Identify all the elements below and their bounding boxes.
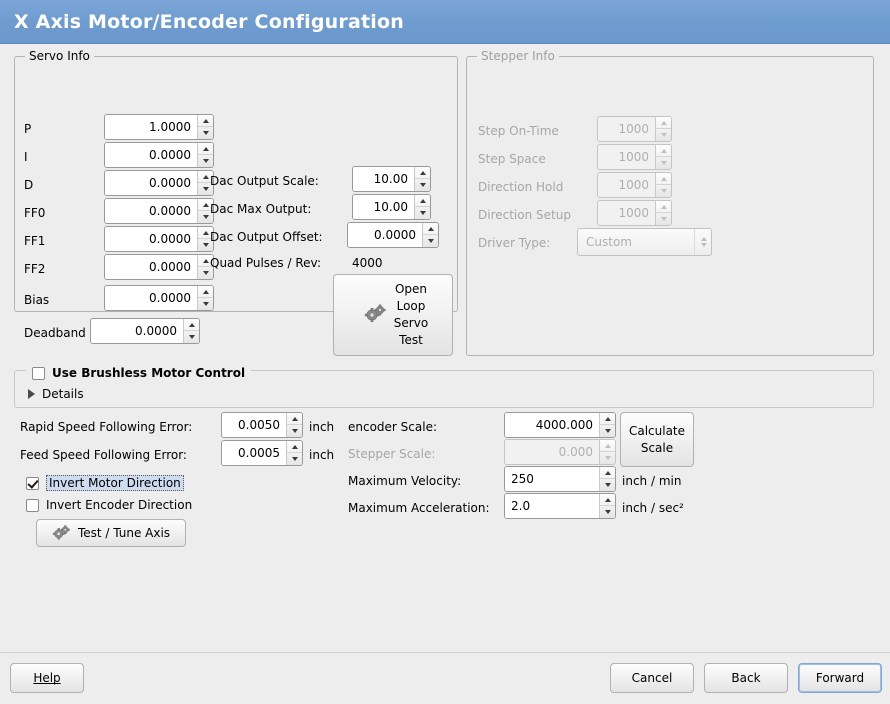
label-bias: Bias bbox=[24, 293, 50, 307]
label-ff0: FF0 bbox=[24, 206, 46, 220]
spin-p-down[interactable] bbox=[198, 127, 213, 139]
spin-direction-hold bbox=[597, 172, 672, 198]
spin-step-space bbox=[597, 144, 672, 170]
label-maximum-acceleration: Maximum Acceleration: bbox=[348, 501, 490, 515]
details-expander[interactable] bbox=[28, 387, 84, 401]
spin-direction-hold-down bbox=[656, 185, 671, 197]
stepper-info-legend: Stepper Info bbox=[477, 49, 559, 63]
spin-stepper-scale-buttons bbox=[599, 440, 615, 464]
spin-bias[interactable] bbox=[104, 285, 214, 311]
back-button-label: Back bbox=[731, 671, 761, 685]
spin-maximum-velocity-buttons[interactable] bbox=[599, 467, 615, 491]
spin-step-on-time-buttons bbox=[655, 117, 671, 141]
spin-dac-output-offset-value[interactable]: 0.0000 bbox=[348, 223, 422, 247]
driver-type-value: Custom bbox=[586, 235, 632, 249]
unit-maximum-velocity: inch / min bbox=[622, 474, 682, 488]
spin-feed-following-error-buttons[interactable] bbox=[286, 441, 302, 465]
unit-maximum-acceleration: inch / sec² bbox=[622, 501, 684, 515]
spin-dac-output-offset-buttons[interactable] bbox=[422, 223, 438, 247]
label-direction-hold: Direction Hold bbox=[478, 180, 564, 194]
spin-stepper-scale-value: 0.000 bbox=[505, 440, 599, 464]
back-button[interactable] bbox=[704, 663, 788, 693]
spin-dac-output-scale-value[interactable]: 10.00 bbox=[353, 167, 414, 191]
details-label: Details bbox=[42, 387, 84, 401]
label-i: I bbox=[24, 150, 28, 164]
spin-bias-down[interactable] bbox=[198, 298, 213, 310]
spin-dac-max-output-down[interactable] bbox=[415, 207, 430, 219]
label-dac-output-scale: Dac Output Scale: bbox=[210, 174, 319, 188]
spin-step-space-down bbox=[656, 157, 671, 169]
spin-encoder-scale[interactable] bbox=[504, 412, 616, 438]
spin-maximum-acceleration-value[interactable]: 2.0 bbox=[505, 494, 599, 518]
label-quad-pulses: Quad Pulses / Rev: bbox=[210, 256, 322, 270]
spin-dac-output-scale-up[interactable] bbox=[415, 167, 430, 179]
spin-ff2-value[interactable]: 0.0000 bbox=[105, 255, 197, 279]
spin-dac-output-offset-up[interactable] bbox=[423, 223, 438, 235]
spin-p[interactable] bbox=[104, 114, 214, 140]
spin-maximum-velocity-up[interactable] bbox=[600, 467, 615, 479]
spin-p-buttons[interactable] bbox=[197, 115, 213, 139]
spin-maximum-velocity-value[interactable]: 250 bbox=[505, 467, 599, 491]
label-feed-following-error: Feed Speed Following Error: bbox=[20, 448, 187, 462]
label-dac-output-offset: Dac Output Offset: bbox=[210, 230, 323, 244]
help-button-label: Help bbox=[33, 671, 61, 685]
spin-maximum-velocity[interactable] bbox=[504, 466, 616, 492]
spin-step-on-time-value: 1000 bbox=[598, 117, 655, 141]
spin-stepper-scale-up bbox=[600, 440, 615, 452]
spin-rapid-following-error-down[interactable] bbox=[287, 425, 302, 437]
driver-type-combo bbox=[577, 228, 712, 256]
invert-encoder-direction-checkbox[interactable] bbox=[26, 499, 39, 512]
spin-encoder-scale-up[interactable] bbox=[600, 413, 615, 425]
spin-i-value[interactable]: 0.0000 bbox=[105, 143, 197, 167]
spin-bias-up[interactable] bbox=[198, 286, 213, 298]
invert-motor-direction-label: Invert Motor Direction bbox=[46, 475, 184, 491]
cancel-button-label: Cancel bbox=[631, 671, 673, 685]
spin-dac-output-scale[interactable] bbox=[352, 166, 431, 192]
open-loop-line-4: Test bbox=[399, 333, 423, 347]
calculate-scale-line-2: Scale bbox=[640, 440, 674, 455]
spin-bias-value[interactable]: 0.0000 bbox=[105, 286, 197, 310]
unit-rapid-following-error: inch bbox=[309, 420, 335, 434]
calculate-scale-button[interactable] bbox=[620, 412, 694, 467]
spin-direction-setup-down bbox=[656, 213, 671, 225]
spin-dac-output-offset-down[interactable] bbox=[423, 235, 438, 247]
spin-p-value[interactable]: 1.0000 bbox=[105, 115, 197, 139]
spin-maximum-velocity-down[interactable] bbox=[600, 479, 615, 491]
spin-feed-following-error-value[interactable]: 0.0005 bbox=[222, 441, 286, 465]
spin-direction-hold-up bbox=[656, 173, 671, 185]
spin-step-on-time-up bbox=[656, 117, 671, 129]
spin-encoder-scale-value[interactable]: 4000.000 bbox=[505, 413, 599, 437]
invert-motor-direction-checkbox[interactable] bbox=[26, 477, 39, 490]
open-loop-servo-test-button[interactable] bbox=[333, 274, 453, 356]
spin-i-buttons[interactable] bbox=[197, 143, 213, 167]
chevron-updown-icon bbox=[694, 229, 707, 255]
spin-maximum-acceleration-up[interactable] bbox=[600, 494, 615, 506]
cancel-button[interactable] bbox=[610, 663, 694, 693]
spin-ff0-value[interactable]: 0.0000 bbox=[105, 199, 197, 223]
spin-i-up[interactable] bbox=[198, 143, 213, 155]
dialog-body bbox=[0, 44, 890, 652]
gears-icon-small bbox=[52, 524, 72, 542]
value-quad-pulses: 4000 bbox=[352, 256, 383, 270]
label-d: D bbox=[24, 178, 34, 192]
spin-i[interactable] bbox=[104, 142, 214, 168]
spin-rapid-following-error-buttons[interactable] bbox=[286, 413, 302, 437]
spin-dac-max-output-up[interactable] bbox=[415, 195, 430, 207]
spin-dac-max-output-buttons[interactable] bbox=[414, 195, 430, 219]
spin-step-space-up bbox=[656, 145, 671, 157]
open-loop-line-2: Loop bbox=[396, 299, 426, 313]
label-maximum-velocity: Maximum Velocity: bbox=[348, 474, 462, 488]
spin-feed-following-error-up[interactable] bbox=[287, 441, 302, 453]
spin-bias-buttons[interactable] bbox=[197, 286, 213, 310]
use-brushless-checkbox[interactable] bbox=[32, 367, 45, 380]
label-deadband: Deadband bbox=[24, 326, 86, 340]
spin-rapid-following-error-up[interactable] bbox=[287, 413, 302, 425]
forward-button[interactable] bbox=[798, 663, 882, 693]
label-step-space: Step Space bbox=[478, 152, 546, 166]
label-rapid-following-error: Rapid Speed Following Error: bbox=[20, 420, 193, 434]
spin-deadband-down[interactable] bbox=[184, 331, 199, 343]
spin-ff1-value[interactable]: 0.0000 bbox=[105, 227, 197, 251]
spin-feed-following-error-down[interactable] bbox=[287, 453, 302, 465]
spin-stepper-scale-down bbox=[600, 452, 615, 464]
spin-d[interactable] bbox=[104, 170, 214, 196]
label-ff2: FF2 bbox=[24, 262, 46, 276]
title-bar bbox=[0, 0, 890, 44]
open-loop-line-3: Servo bbox=[393, 316, 429, 330]
spin-dac-output-scale-down[interactable] bbox=[415, 179, 430, 191]
spin-maximum-acceleration[interactable] bbox=[504, 493, 616, 519]
label-direction-setup: Direction Setup bbox=[478, 208, 571, 222]
open-loop-line-1: Open bbox=[394, 282, 428, 296]
servo-info-legend: Servo Info bbox=[25, 49, 94, 63]
spin-feed-following-error[interactable] bbox=[221, 440, 303, 466]
spin-d-value[interactable]: 0.0000 bbox=[105, 171, 197, 195]
window-title: X Axis Motor/Encoder Configuration bbox=[14, 10, 404, 33]
spin-direction-hold-value: 1000 bbox=[598, 173, 655, 197]
spin-dac-output-offset[interactable] bbox=[347, 222, 439, 248]
use-brushless-checkbox-row[interactable] bbox=[26, 366, 251, 380]
spin-p-up[interactable] bbox=[198, 115, 213, 127]
label-driver-type: Driver Type: bbox=[478, 236, 551, 250]
spin-step-on-time bbox=[597, 116, 672, 142]
dialog-footer bbox=[0, 652, 890, 704]
test-tune-axis-button[interactable] bbox=[36, 519, 186, 547]
spin-i-down[interactable] bbox=[198, 155, 213, 167]
test-tune-axis-label: Test / Tune Axis bbox=[77, 526, 171, 540]
spin-stepper-scale bbox=[504, 439, 616, 465]
spin-deadband-up[interactable] bbox=[184, 319, 199, 331]
spin-direction-setup bbox=[597, 200, 672, 226]
spin-maximum-acceleration-down[interactable] bbox=[600, 506, 615, 518]
gears-icon bbox=[364, 303, 388, 328]
forward-button-label: Forward bbox=[815, 671, 865, 685]
spin-dac-max-output[interactable] bbox=[352, 194, 431, 220]
unit-feed-following-error: inch bbox=[309, 448, 335, 462]
spin-dac-output-scale-buttons[interactable] bbox=[414, 167, 430, 191]
chevron-right-icon[interactable] bbox=[28, 389, 35, 399]
spin-direction-hold-buttons bbox=[655, 173, 671, 197]
label-step-on-time: Step On-Time bbox=[478, 124, 559, 138]
spin-encoder-scale-buttons[interactable] bbox=[599, 413, 615, 437]
spin-encoder-scale-down[interactable] bbox=[600, 425, 615, 437]
use-brushless-label: Use Brushless Motor Control bbox=[52, 366, 246, 380]
label-dac-max-output: Dac Max Output: bbox=[210, 202, 312, 216]
help-button[interactable] bbox=[10, 663, 84, 693]
spin-step-space-buttons bbox=[655, 145, 671, 169]
label-stepper-scale: Stepper Scale: bbox=[348, 447, 436, 461]
calculate-scale-line-1: Calculate bbox=[628, 423, 686, 438]
invert-encoder-direction-row[interactable] bbox=[26, 498, 192, 512]
spin-rapid-following-error[interactable] bbox=[221, 412, 303, 438]
spin-deadband-buttons[interactable] bbox=[183, 319, 199, 343]
spin-deadband-value[interactable]: 0.0000 bbox=[91, 319, 183, 343]
spin-dac-max-output-value[interactable]: 10.00 bbox=[353, 195, 414, 219]
invert-encoder-direction-label: Invert Encoder Direction bbox=[46, 498, 193, 512]
spin-direction-setup-value: 1000 bbox=[598, 201, 655, 225]
spin-ff1[interactable] bbox=[104, 226, 214, 252]
label-encoder-scale: encoder Scale: bbox=[348, 420, 438, 434]
spin-ff0[interactable] bbox=[104, 198, 214, 224]
open-loop-servo-test-label bbox=[394, 281, 428, 349]
label-p: P bbox=[24, 122, 32, 136]
invert-motor-direction-row[interactable] bbox=[26, 475, 184, 491]
spin-rapid-following-error-value[interactable]: 0.0050 bbox=[222, 413, 286, 437]
spin-direction-setup-buttons bbox=[655, 201, 671, 225]
spin-direction-setup-up bbox=[656, 201, 671, 213]
spin-step-on-time-down bbox=[656, 129, 671, 141]
label-ff1: FF1 bbox=[24, 234, 46, 248]
spin-ff2[interactable] bbox=[104, 254, 214, 280]
spin-deadband[interactable] bbox=[90, 318, 200, 344]
spin-step-space-value: 1000 bbox=[598, 145, 655, 169]
spin-maximum-acceleration-buttons[interactable] bbox=[599, 494, 615, 518]
